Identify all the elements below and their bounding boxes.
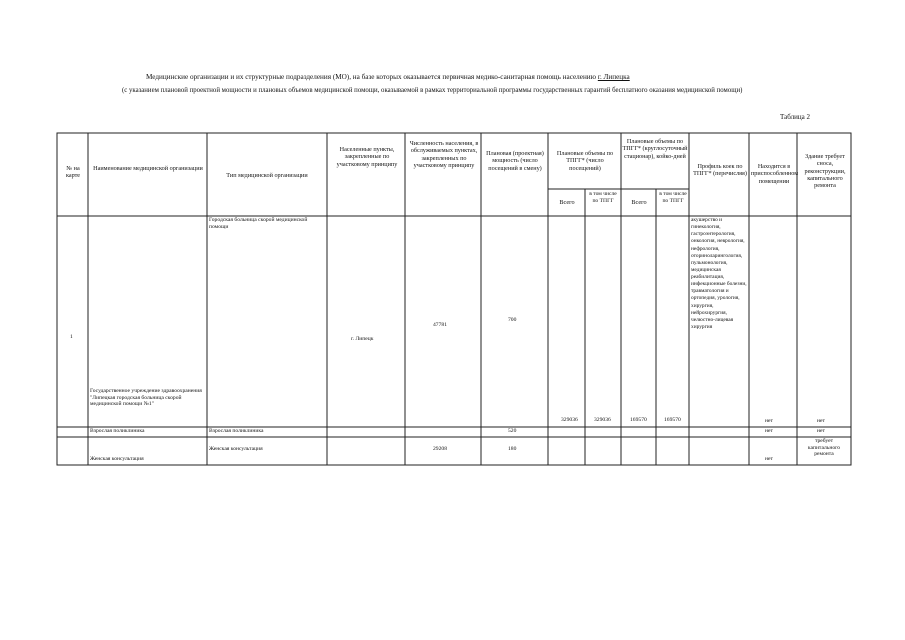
row-org-type: Городская больница скорой медицинской помощи xyxy=(209,217,308,230)
row-capacity: 520 xyxy=(508,428,517,434)
col-header-population: Численность населения, в обслуживаемых пунктах, закрепленных по участковому принципу xyxy=(409,140,479,169)
row-area: г. Липецк xyxy=(351,336,374,342)
row-located: нет xyxy=(765,456,773,462)
col-header-hosp-tpgg: в том числе по ТПГГ xyxy=(659,191,687,204)
row-population: 47781 xyxy=(433,322,447,328)
col-header-capacity: Плановая (проектная) мощность (число посещений в смену) xyxy=(486,150,544,172)
col-header-volume-ambulatory: Плановые объемы по ТПГГ* (число посещений) xyxy=(556,150,614,172)
col-header-area: Населенные пункты, закрепленные по участковому принципу xyxy=(336,146,398,168)
row-population: 29208 xyxy=(433,446,447,452)
col-header-hosp-total: Всего xyxy=(631,199,647,206)
col-header-repair: Здание требует сноса, реконструкции, капитального ремонта xyxy=(804,153,846,190)
table-number: Таблица 2 xyxy=(780,113,810,121)
row-num: 1 xyxy=(70,334,73,340)
row-org-type: Взрослая поликлиника xyxy=(209,428,264,434)
col-header-num: № на карте xyxy=(65,165,81,180)
title-main: Медицинские организации и их структурные подразделения (МО), на базе которых оказывается первичная медико-санитарная помощь населению xyxy=(146,73,597,81)
col-header-amb-total: Всего xyxy=(559,199,575,206)
row-repair: нет xyxy=(817,428,825,434)
row-repair: требует капитального ремонта xyxy=(807,438,841,458)
document-title xyxy=(146,73,630,81)
col-header-org-type: Тип медицинской организации xyxy=(226,172,308,179)
row-org-name: Женская консультация xyxy=(90,456,144,462)
col-header-amb-tpgg: в том числе по ТПГГ xyxy=(589,191,617,204)
row-capacity: 700 xyxy=(508,317,517,323)
row-hosp-total: 169570 xyxy=(630,417,647,423)
row-located: нет xyxy=(765,418,773,424)
row-org-type: Женская консультация xyxy=(209,446,263,452)
row-repair: нет xyxy=(817,418,825,424)
col-header-org-name: Наименование медицинской организации xyxy=(93,165,203,172)
row-amb-tpgg: 329036 xyxy=(594,417,611,423)
document-subtitle: (с указанием плановой проектной мощности и плановых объемов медицинской помощи, оказываемой в рамках территориальной программы государственных гарантий бесплатного оказания медицинской помощи) xyxy=(122,87,743,94)
row-hosp-tpgg: 169570 xyxy=(664,417,681,423)
title-place: г. Липецка xyxy=(597,73,630,81)
col-header-located: Находится в приспособленном помещении xyxy=(751,163,799,185)
row-located: нет xyxy=(765,428,773,434)
row-org-name: Взрослая поликлиника xyxy=(90,428,145,434)
col-header-profile: Профиль коек по ТПГГ* (перечисляя) xyxy=(693,163,747,178)
row-capacity: 180 xyxy=(508,446,517,452)
row-amb-total: 329036 xyxy=(561,417,578,423)
row-org-name: Государственное учреждение здравоохранения "Липецкая городская больница скорой медицинской помощи №1" xyxy=(90,388,202,408)
row-profile: акушерство и гинекология, гастроэнтерология, онкология, неврология, нефрология, оториноларингология, пульмонология, медицинская реабилитация, инфекционные болезни, травматология и ортопедия, урология, хирургия, нейрохирургия, челюстно-лицевая хирургия xyxy=(691,217,747,330)
col-header-volume-hospital: Плановые объемы по ТПГГ* (круглосуточный стационар), койко-дней xyxy=(622,138,688,160)
